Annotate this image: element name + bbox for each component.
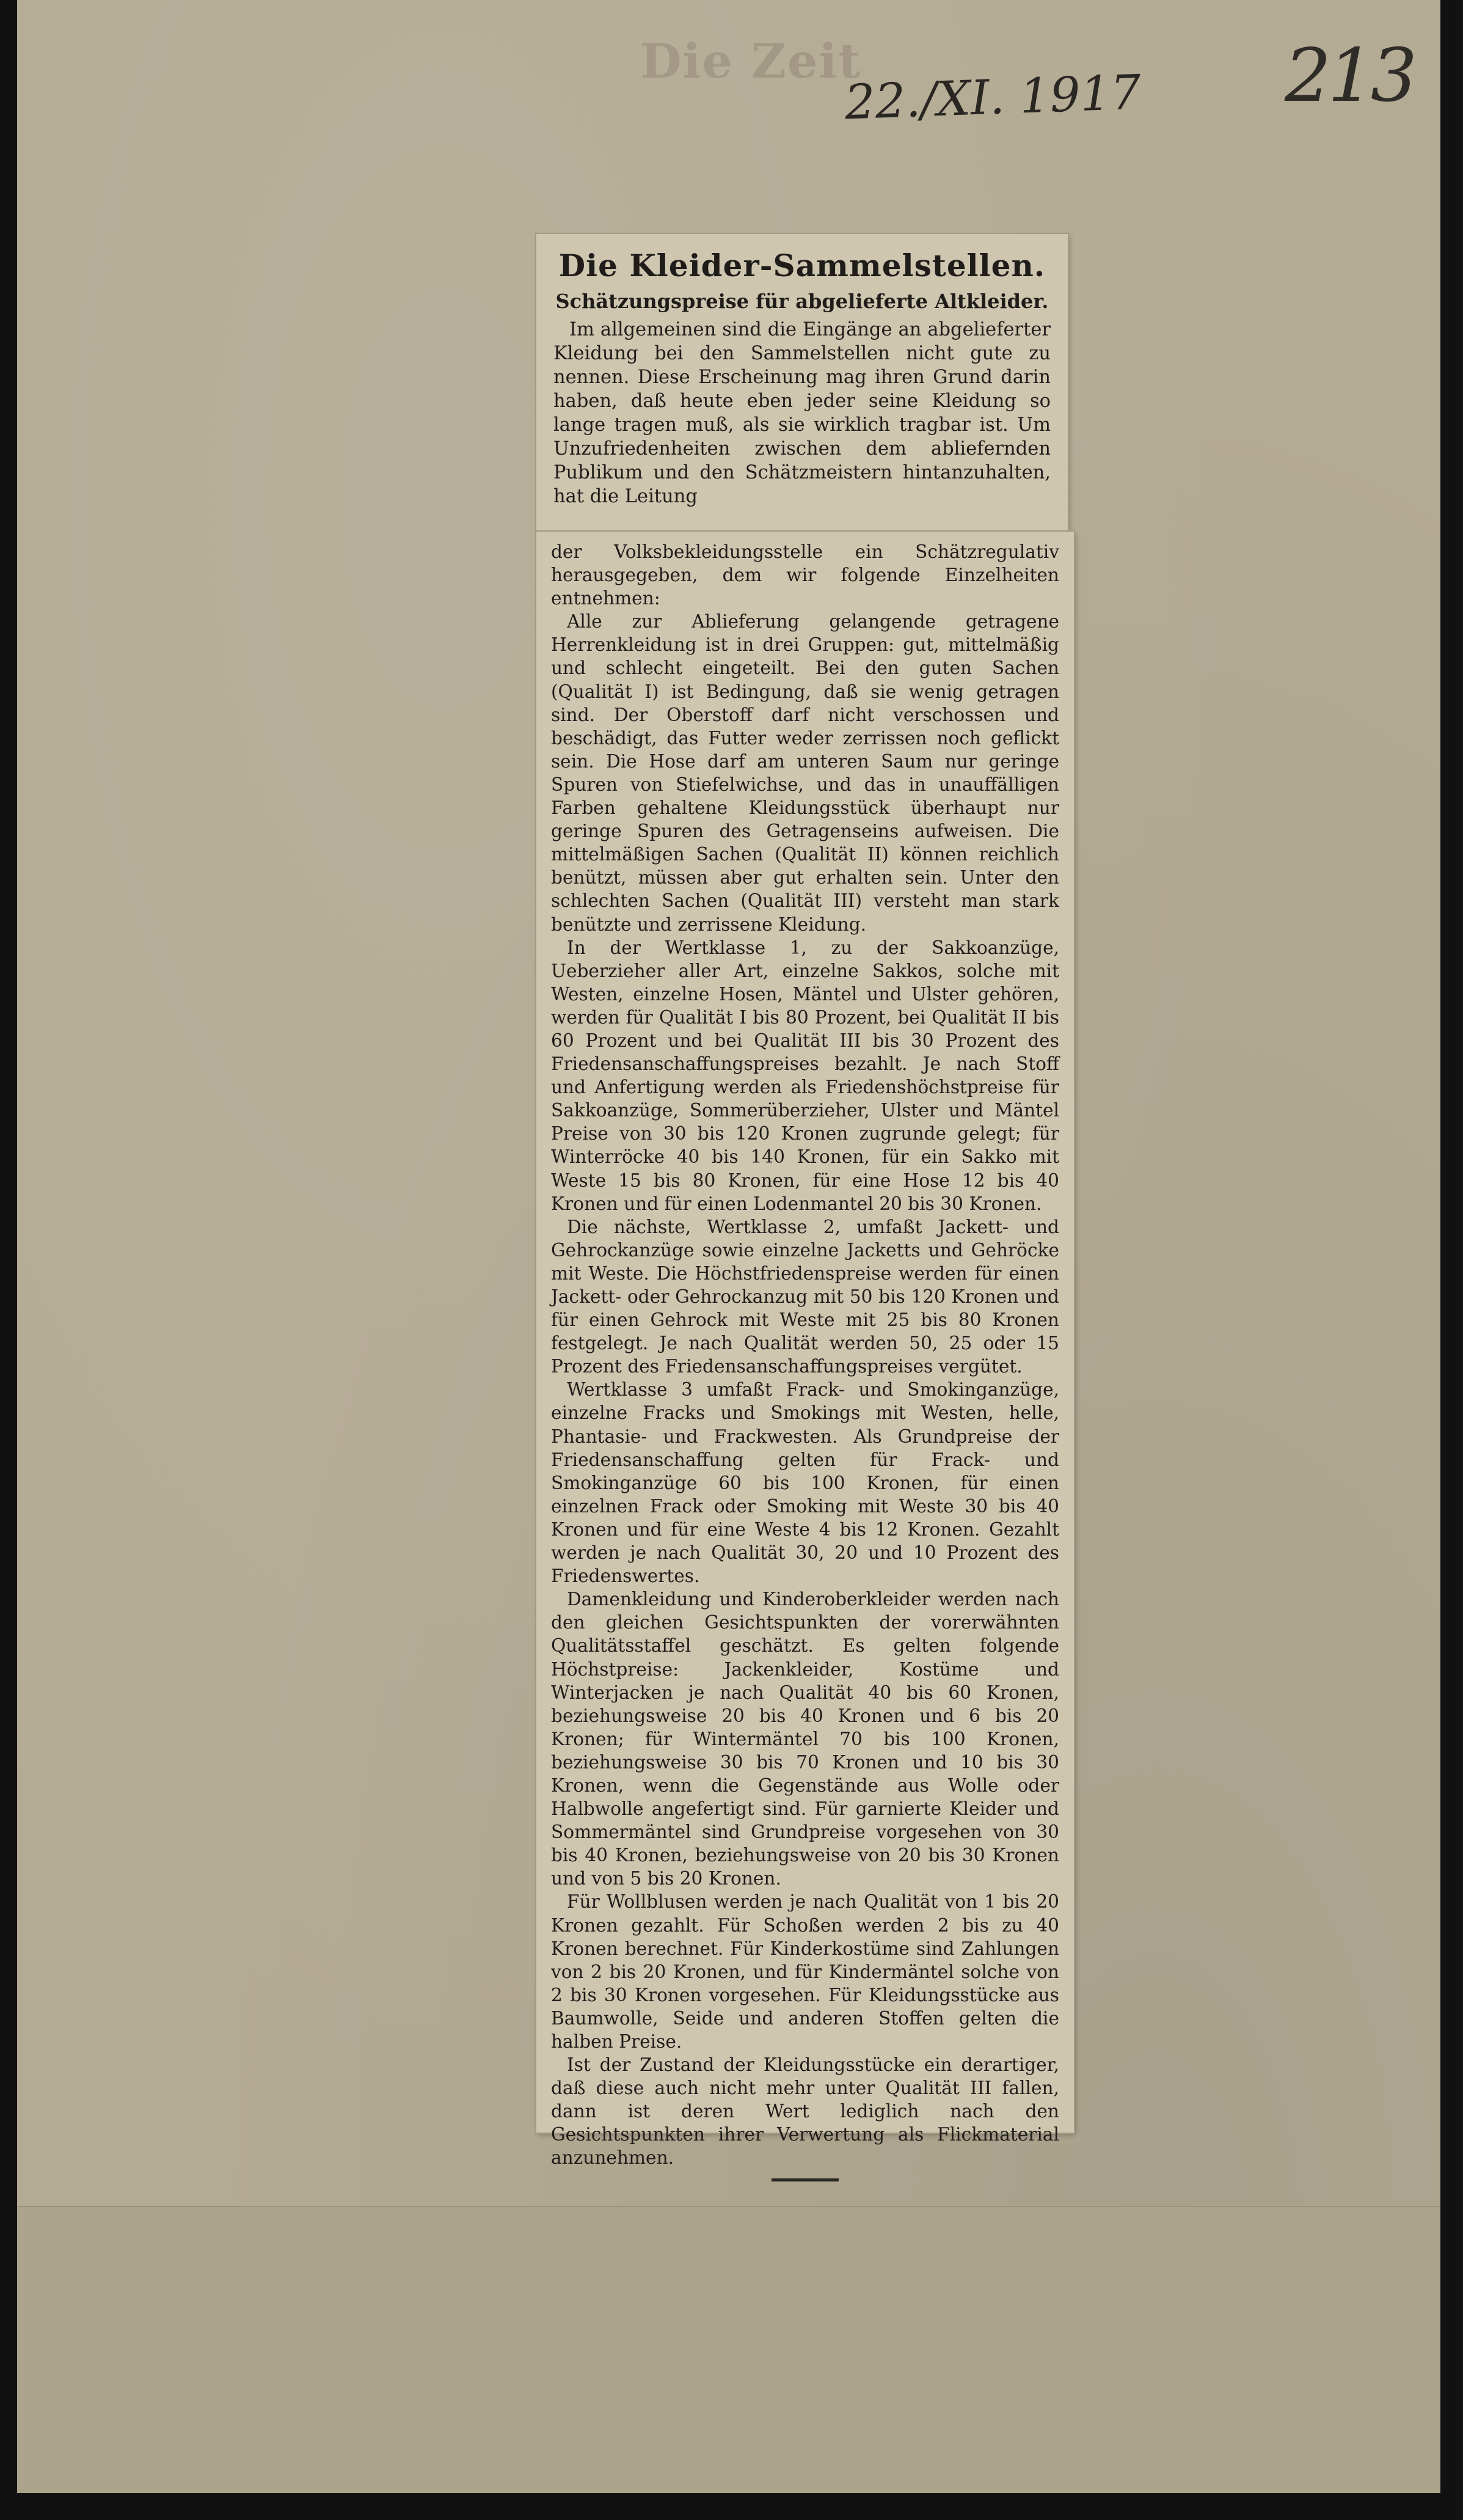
clipping-bottom (536, 532, 1074, 2169)
article-paragraph: Im allgemeinen sind die Eingänge an abgelieferter Kleidung bei den Sammelstellen nicht gute zu nennen. Diese Erscheinung mag ihren Grund darin haben, daß heute eben jeder seine Kleidung so lange tragen muß, als sie wirklich tragbar ist. Um Unzufriedenheiten zwischen dem abliefernden Publikum und den Schätzmeistern hintanzuhalten, hat die Leitung (553, 319, 1051, 507)
article-paragraph: Die nächste, Wertklasse 2, umfaßt Jackett- und Gehrockanzüge sowie einzelne Jacketts und Gehröcke mit Weste. Die Höchstfriedenspreise werden für einen Jackett- oder Gehrockanzug mit 50 bis 120 Kronen und für einen Gehrock mit Weste mit 25 bis 80 Kronen festgelegt. Je nach Qualität werden 50, 25 oder 15 Prozent des Friedensanschaffungspreises vergütet. (551, 1216, 1059, 1377)
newspaper-masthead-stamp: Die Zeit (640, 34, 862, 89)
article-paragraph: Alle zur Ablieferung gelangende getragene Herrenkleidung ist in drei Gruppen: gut, mittelmäßig und schlecht eingeteilt. Bei den guten Sachen (Qualität I) ist Bedingung, daß sie wenig getragen sind. Der Oberstoff darf nicht verschossen und beschädigt, das Futter weder zerrissen noch geflickt sein. Die Hose darf am unteren Saum nur geringe Spuren von Stiefelwichse, und das in unauffälligen Farben gehaltene Kleidungsstück überhaupt nur geringe Spuren des Getragenseins aufweisen. Die mittelmäßigen Sachen (Qualität II) können reichlich benützt, müssen aber gut erhalten sein. Unter den schlechten Sachen (Qualität III) versteht man stark benützte und zerrissene Kleidung. (551, 611, 1059, 935)
article-paragraph: der Volksbekleidungsstelle ein Schätzregulativ herausgegeben, dem wir folgende Einzelheiten entnehmen: (551, 541, 1059, 609)
article-subheadline: Schätzungspreise für abgelieferte Altkleider. (555, 290, 1049, 313)
article-paragraph: Ist der Zustand der Kleidungsstücke ein derartiger, daß diese auch nicht mehr unter Qualität III fallen, dann ist deren Wert lediglich nach den Gesichtspunkten ihrer Verwertung als Flickmaterial anzunehmen. (551, 2054, 1059, 2169)
article-headline: Die Kleider-Sammelstellen. (558, 247, 1046, 284)
article-paragraph: Wertklasse 3 umfaßt Frack- und Smokinganzüge, einzelne Fracks und Smokings mit Westen, helle, Phantasie- und Frackwesten. Als Grundpreise der Friedensanschaffung gelten für Frack- und Smokinganzüge 60 bis 100 Kronen, für einen einzelnen Frack oder Smoking mit Weste 30 bis 40 Kronen und für eine Weste 4 bis 12 Kronen. Gezahlt werden je nach Qualität 30, 20 und 10 Prozent des Friedenswertes. (551, 1379, 1059, 1587)
folded-margin (17, 2206, 1440, 2493)
article-end-rule (772, 2178, 839, 2181)
article-paragraph: In der Wertklasse 1, zu der Sakkoanzüge, Ueberzieher aller Art, einzelne Sakkos, solche mit Westen, einzelne Hosen, Mäntel und Ulster gehören, werden für Qualität I bis 80 Prozent, bei Qualität II bis 60 Prozent und bei Qualität III bis 30 Prozent des Friedensanschaffungspreises bezahlt. Je nach Stoff und Anfertigung werden als Friedenshöchstpreise für Sakkoanzüge, Sommerüberzieher, Ulster und Mäntel Preise von 30 bis 120 Kronen zugrunde gelegt; für Winterröcke 40 bis 140 Kronen, für ein Sakko mit Weste 15 bis 80 Kronen, für eine Hose 12 bis 40 Kronen und für einen Lodenmantel 20 bis 30 Kronen. (551, 937, 1059, 1214)
clipping-top (536, 234, 1068, 530)
article-paragraph: Für Wollblusen werden je nach Qualität von 1 bis 20 Kronen gezahlt. Für Schoßen werden 2 bis zu 40 Kronen berechnet. Für Kinderkostüme sind Zahlungen von 2 bis 20 Kronen, und für Kindermäntel solche von 2 bis 30 Kronen vorgesehen. Für Kleidungsstücke aus Baumwolle, Seide und anderen Stoffen gelten die halben Preise. (551, 1891, 1059, 2052)
folio-number: 213 (1285, 34, 1414, 119)
archive-sheet (17, 0, 1440, 2493)
article-paragraph: Damenkleidung und Kinderoberkleider werden nach den gleichen Gesichtspunkten der vorerwähnten Qualitätsstaffel geschätzt. Es gelten folgende Höchstpreise: Jackenkleider, Kostüme und Winterjacken je nach Qualität 40 bis 60 Kronen, beziehungsweise 20 bis 40 Kronen und 6 bis 20 Kronen; für Wintermäntel 70 bis 100 Kronen, beziehungsweise 30 bis 70 Kronen und 10 bis 30 Kronen, wenn die Gegenstände aus Wolle oder Halbwolle angefertigt sind. Für garnierte Kleider und Sommermäntel sind Grundpreise vorgesehen von 30 bis 40 Kronen, beziehungsweise von 20 bis 30 Kronen und von 5 bis 20 Kronen. (551, 1589, 1059, 1889)
handwritten-date: 22./XI. 1917 (844, 65, 1142, 131)
